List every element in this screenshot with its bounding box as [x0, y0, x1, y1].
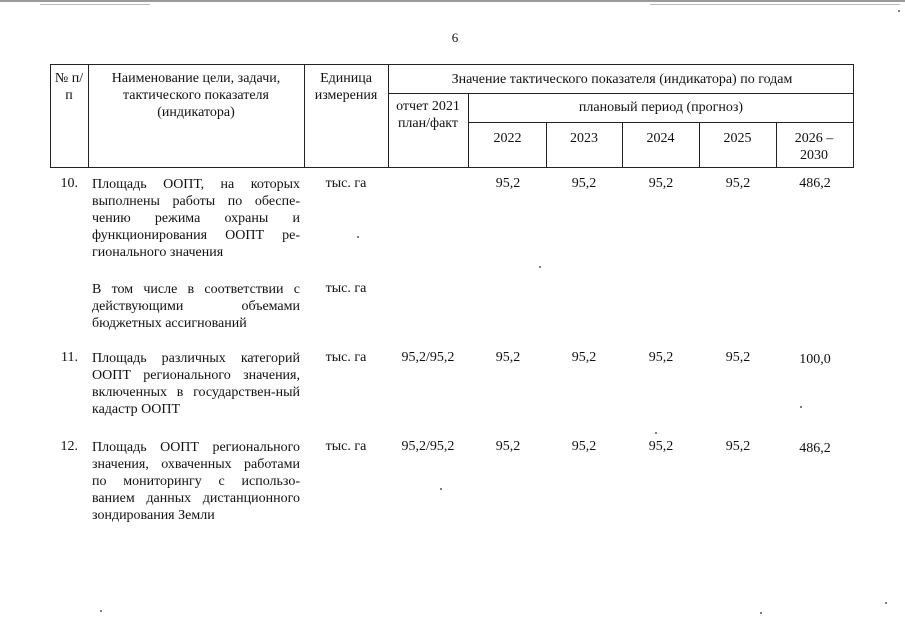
row-unit: тыс. га	[325, 350, 367, 365]
scan-speck	[885, 602, 887, 604]
scan-speck	[440, 488, 442, 490]
scan-speck	[357, 236, 359, 238]
row-value: 95,2	[495, 176, 521, 191]
row-value: 95,2	[495, 439, 521, 454]
header-values: Значение тактического показателя (индикатора) по годам	[451, 72, 793, 87]
row-value: 95,2	[495, 350, 521, 365]
scan-edge-line	[650, 4, 900, 5]
scan-speck	[539, 266, 541, 268]
row-name: Площадь ООПТ, на которых выполнены работы по обеспе-чению режима охраны и функционирования ООПТ ре-гионального значения	[92, 177, 300, 260]
header-year: 2025	[723, 131, 752, 146]
row-name: Площадь ООПТ регионального значения, охваченных работами по мониторингу с использо-ванием данных дистанционного зондирования Земли	[92, 440, 300, 523]
header-year: 2022	[493, 131, 522, 146]
scan-speck	[898, 10, 900, 12]
header-num: № п/п	[54, 71, 84, 103]
row-report: 95,2/95,2	[401, 350, 455, 365]
row-value: 486,2	[799, 176, 831, 191]
header-unit: Единица измерения	[314, 71, 378, 103]
row-value: 95,2	[648, 176, 674, 191]
scan-edge-line	[0, 0, 905, 2]
row-number: 12.	[60, 439, 78, 454]
scan-speck	[760, 612, 762, 614]
header-plan: плановый период (прогноз)	[578, 100, 744, 115]
row-value: 95,2	[571, 350, 597, 365]
row-value: 95,2	[571, 439, 597, 454]
row-name: Площадь различных категорий ООПТ регионального значения, включенных в государствен-ный кадастр ООПТ	[92, 351, 300, 417]
scan-speck	[100, 610, 102, 612]
row-value: 486,2	[799, 441, 831, 456]
row-report: 95,2/95,2	[401, 439, 455, 454]
row-value: 95,2	[725, 350, 751, 365]
row-number: 10.	[60, 176, 78, 191]
header-name: Наименование цели, задачи, тактического показателя (индикатора)	[111, 71, 281, 120]
row-unit: тыс. га	[325, 439, 367, 454]
header-year: 2023	[570, 131, 598, 146]
header-report: отчет 2021 план/факт	[396, 99, 460, 131]
row-name: В том числе в соответствии с действующими объемами бюджетных ассигнований	[92, 282, 300, 331]
row-value: 95,2	[648, 350, 674, 365]
page-number: 6	[451, 30, 459, 45]
scan-speck	[800, 406, 802, 408]
row-unit: тыс. га	[325, 281, 367, 296]
row-value: 95,2	[648, 439, 674, 454]
row-number: 11.	[61, 350, 78, 365]
scan-speck	[655, 432, 657, 434]
row-value: 100,0	[799, 352, 831, 367]
header-year: 2024	[646, 131, 675, 146]
row-value: 95,2	[725, 439, 751, 454]
row-value: 95,2	[571, 176, 597, 191]
header-year: 2026 – 2030	[794, 131, 834, 163]
scan-edge-line	[40, 4, 150, 5]
row-unit: тыс. га	[325, 176, 367, 191]
row-value: 95,2	[725, 176, 751, 191]
